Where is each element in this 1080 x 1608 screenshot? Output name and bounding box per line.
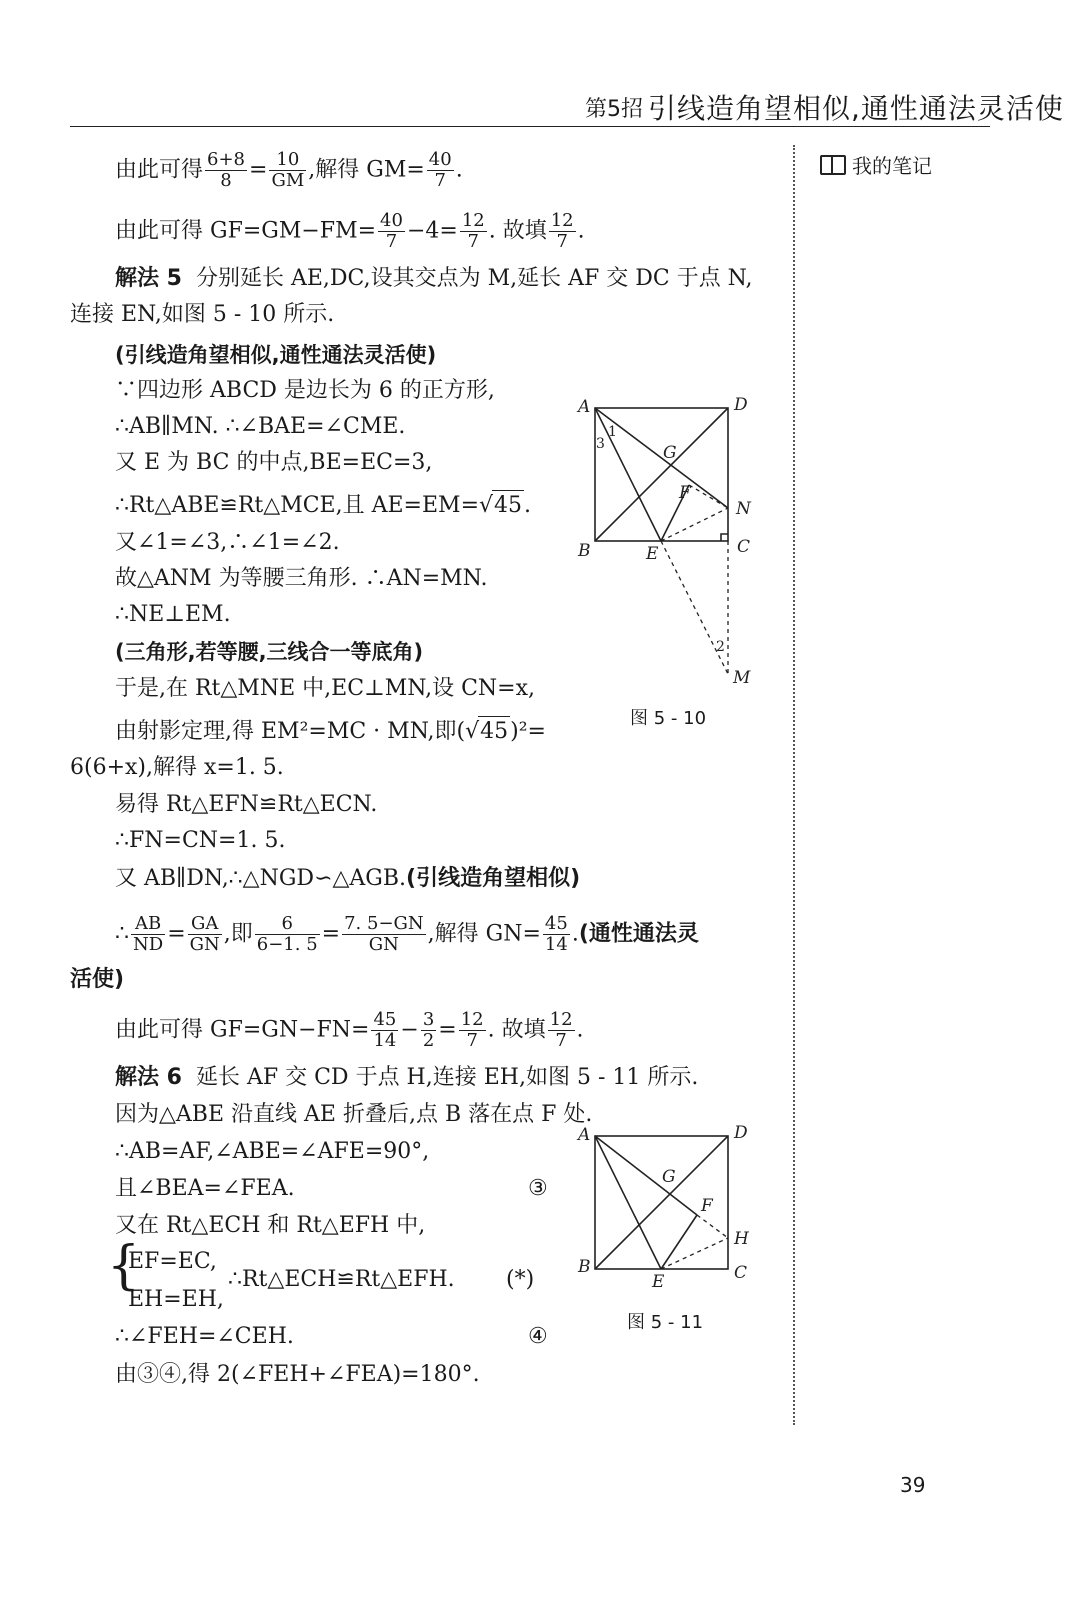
label-b: B <box>578 541 591 561</box>
label-m: M <box>733 668 751 688</box>
num: 12 <box>461 210 485 231</box>
text-line: 又 E 为 BC 的中点,BE=EC=3, <box>115 450 433 475</box>
den: 7 <box>385 231 398 252</box>
den: 7 <box>556 231 568 252</box>
system-line: EH=EH, <box>128 1287 224 1312</box>
label-d: D <box>734 1123 748 1143</box>
brace-icon: { <box>107 1236 141 1296</box>
text: ∴ <box>115 921 129 947</box>
text: −4= <box>406 218 458 244</box>
text-line: 且∠BEA=∠FEA. <box>115 1176 295 1201</box>
equation-number: ④ <box>528 1324 548 1349</box>
text-line: 又∠1=∠3,∴∠1=∠2. <box>115 530 340 555</box>
text-line: ∴AB∥MN. ∴∠BAE=∠CME. <box>115 414 406 439</box>
figure-caption: 图 5 - 11 <box>627 1312 704 1333</box>
den: 2 <box>422 1030 435 1051</box>
line-af <box>595 1136 697 1215</box>
angle-label-2: 2 <box>716 639 725 655</box>
method-label: 解法 5 <box>115 266 182 291</box>
den: 7 <box>467 231 479 252</box>
chapter-title: 引线造角望相似,通性通法灵活使 <box>648 92 1064 125</box>
text-line: ∴FN=CN=1. 5. <box>115 828 286 853</box>
num: 12 <box>550 210 574 231</box>
text-line: ∴∠FEH=∠CEH. <box>115 1324 294 1349</box>
label-g: G <box>662 1167 676 1187</box>
text: 又 AB∥DN,∴△NGD∽△AGB. <box>115 866 407 891</box>
chapter-label: 第5招 <box>585 97 643 122</box>
den: 14 <box>373 1030 397 1051</box>
num: GA <box>188 914 222 935</box>
text: ,即 <box>223 921 253 947</box>
text: 由射影定理,得 EM²=MC · MN,即( <box>115 719 466 744</box>
num: 45 <box>544 913 568 934</box>
text: = <box>167 921 186 947</box>
text: = <box>321 921 341 947</box>
text: . <box>577 218 585 244</box>
strategy-note-1: (引线造角望相似,通性通法灵活使) <box>115 343 437 367</box>
text-line: ∴Rt△ECH≌Rt△EFH. <box>228 1267 455 1292</box>
method-label: 解法 6 <box>115 1065 182 1090</box>
text: . <box>576 1017 584 1043</box>
den: GN <box>189 934 220 955</box>
label-e: E <box>652 1272 665 1292</box>
num: 3 <box>422 1009 435 1030</box>
sqrt-value: 45 <box>478 716 510 747</box>
strategy-note-2: (三角形,若等腰,三线合一等底角) <box>115 640 424 664</box>
text: 由此可得 <box>115 157 204 183</box>
text-line: 于是,在 Rt△MNE 中,EC⊥MN,设 CN=x, <box>115 676 535 701</box>
num: 7. 5−GN <box>344 913 424 934</box>
system-line: EF=EC, <box>128 1249 217 1274</box>
den: ND <box>133 934 164 955</box>
text: . 故填 <box>487 1017 546 1043</box>
num: 12 <box>549 1009 573 1030</box>
text: ,解得 GM= <box>308 157 425 183</box>
den: 8 <box>220 170 232 191</box>
label-n: N <box>736 499 751 519</box>
sqrt-value: 45 <box>492 490 524 521</box>
num: 40 <box>380 210 403 231</box>
num: 40 <box>428 149 452 170</box>
num: AB <box>131 914 165 935</box>
num: 10 <box>269 150 306 171</box>
page-number: 39 <box>900 1473 926 1497</box>
den: 7 <box>434 170 446 191</box>
label-g: G <box>663 443 677 463</box>
text-line: ∴Rt△ABE≌Rt△MCE,且 AE=EM=√45. <box>115 490 531 521</box>
label-d: D <box>734 395 748 415</box>
den: 7 <box>466 1030 478 1051</box>
text: = <box>438 1017 457 1043</box>
num: 45 <box>373 1009 397 1030</box>
text: . <box>455 157 463 183</box>
line-fh <box>697 1215 728 1238</box>
text-line: 由射影定理,得 EM²=MC · MN,即(√45)²= <box>115 716 546 747</box>
label-b: B <box>578 1257 591 1277</box>
num: 12 <box>460 1009 484 1030</box>
text: )²= <box>510 719 546 744</box>
label-a: A <box>578 397 591 417</box>
equation-number: ③ <box>528 1176 548 1201</box>
label-c: C <box>737 537 751 557</box>
den: 7 <box>555 1030 567 1051</box>
text-line: 6(6+x),解得 x=1. 5. <box>70 755 284 780</box>
label-a: A <box>578 1125 591 1145</box>
num: 6+8 <box>207 149 246 170</box>
text: = <box>249 157 268 183</box>
text: . <box>524 493 532 518</box>
num: 6 <box>255 914 320 935</box>
text-line: 由③④,得 2(∠FEH+∠FEA)=180°. <box>115 1362 480 1387</box>
notes-label: 我的笔记 <box>852 154 932 178</box>
den: 14 <box>544 934 568 955</box>
text: . 故填 <box>488 218 547 244</box>
label-f: F <box>679 483 691 503</box>
text-line: 又在 Rt△ECH 和 Rt△EFH 中, <box>115 1213 426 1238</box>
den: GM <box>271 170 305 191</box>
equation-number: (*) <box>506 1267 535 1292</box>
text: 由此可得 GF=GN−FN= <box>115 1017 370 1043</box>
text: 延长 AF 交 CD 于点 H,连接 EH,如图 5 - 11 所示. <box>195 1065 699 1090</box>
figure-caption: 图 5 - 10 <box>630 708 707 729</box>
text: ∴Rt△ABE≌Rt△MCE,且 AE=EM= <box>115 493 479 518</box>
text-line: 故△ANM 为等腰三角形. ∴AN=MN. <box>115 566 488 591</box>
strategy-note: (引线造角望相似) <box>406 866 581 891</box>
label-h: H <box>734 1229 749 1249</box>
angle-label-3: 3 <box>596 436 605 452</box>
label-f: F <box>701 1196 713 1216</box>
text: ,解得 GN= <box>427 921 541 947</box>
text: . <box>571 921 579 947</box>
label-c: C <box>734 1263 748 1283</box>
line-ae <box>595 1136 661 1269</box>
text: − <box>400 1017 419 1043</box>
text-line: ∵四边形 ABCD 是边长为 6 的正方形, <box>115 378 495 403</box>
strategy-note-cont: 活使) <box>70 967 125 992</box>
text-line: ∴AB=AF,∠ABE=∠AFE=90°, <box>115 1139 430 1164</box>
label-e: E <box>646 544 659 564</box>
den: GN <box>368 934 399 955</box>
text-line: ∴NE⊥EM. <box>115 602 231 627</box>
text: 分别延长 AE,DC,设其交点为 M,延长 AF 交 DC 于点 N, <box>195 266 753 291</box>
text: 由此可得 GF=GM−FM= <box>115 218 377 244</box>
text-line: 因为△ABE 沿直线 AE 折叠后,点 B 落在点 F 处. <box>115 1102 593 1127</box>
den: 6−1. 5 <box>256 934 318 955</box>
method5-line-2: 连接 EN,如图 5 - 10 所示. <box>70 302 335 327</box>
text-line: 易得 Rt△EFN≌Rt△ECN. <box>115 792 378 817</box>
strategy-note: (通性通法灵 <box>578 921 699 947</box>
angle-label-1: 1 <box>608 424 617 440</box>
